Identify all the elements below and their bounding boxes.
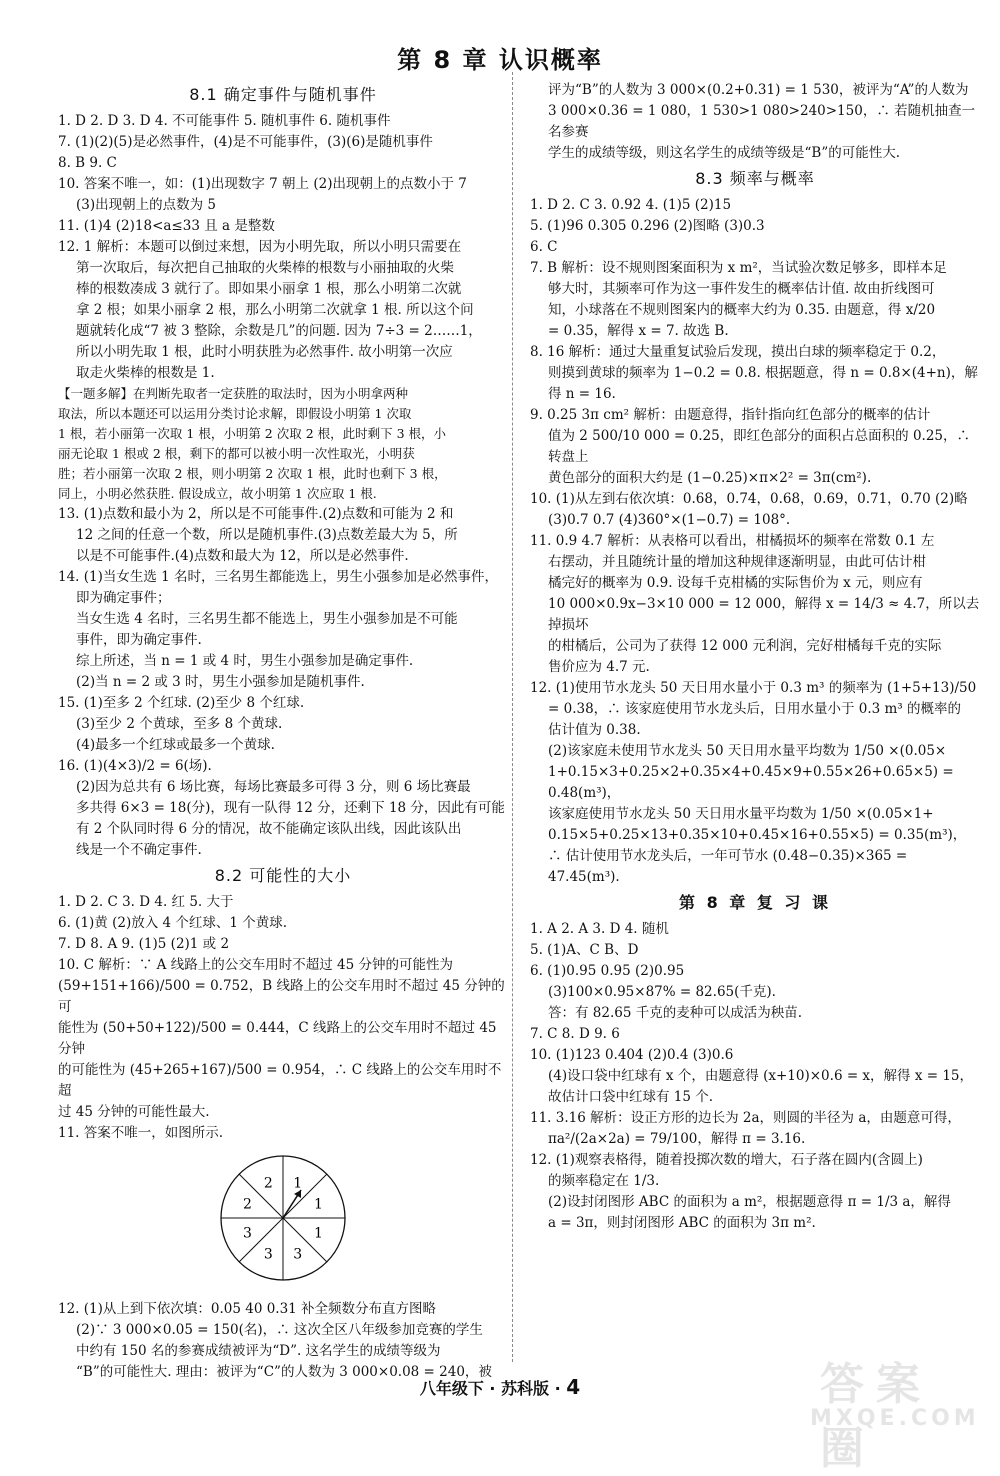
- extension-note: 胜；若小丽第一次取 2 根，则小明第 2 次取 1 根，此时也剩下 3 根，: [58, 466, 447, 481]
- answer-line: 12. 1 解析：本题可以倒过来想，因为小明先取，所以小明只需要在: [58, 239, 462, 255]
- section-heading: 8.1 确定事件与随机事件: [189, 85, 377, 104]
- answer-continuation: 答：有 82.65 千克的麦种可以成活为秧苗.: [548, 1005, 803, 1021]
- answer-line: 5. (1)A、C B、D: [530, 942, 639, 958]
- watermark-line1: 答案圈: [820, 1359, 932, 1474]
- answer-line: 12. (1)使用节水龙头 50 天日用水量小于 0.3 m³ 的频率为 (1+5+13)/50: [530, 680, 977, 696]
- answer-continuation: (3)至少 2 个黄球，至多 8 个黄球.: [76, 716, 283, 732]
- answer-continuation: 得 n = 16.: [548, 386, 616, 402]
- page-number: 4: [566, 1375, 581, 1399]
- extension-note: 丽无论取 1 根或 2 根，剩下的都可以被小明一次性取光，小明获: [58, 446, 415, 461]
- answer-line: 10. (1)从左到右依次填：0.68，0.74，0.68，0.69，0.71，0.70 (2)略: [530, 491, 968, 507]
- spinner-sector-label: 1: [314, 1225, 323, 1242]
- answer-continuation: “B”的可能性大. 理由：被评为“C”的人数为 3 000×0.08 = 240，被: [76, 1364, 492, 1380]
- answer-continuation: 棒的根数凑成 3 就行了。即如果小丽拿 1 根，那么小明第二次就: [76, 281, 462, 297]
- section-heading: 8.2 可能性的大小: [214, 866, 352, 885]
- answer-line: 6. (1)0.95 0.95 (2)0.95: [530, 963, 685, 979]
- right-column: [530, 80, 980, 1234]
- answer-line: 7. (1)(2)(5)是必然事件，(4)是不可能事件，(3)(6)是随机事件: [58, 134, 433, 150]
- answer-continuation: 线是一个不确定事件.: [76, 842, 202, 858]
- answer-continuation: 的柑橘后，公司为了获得 12 000 元利润，完好柑橘每千克的实际: [548, 638, 942, 654]
- answer-continuation: (4)最多一个红球或最多一个黄球.: [76, 737, 275, 753]
- answer-continuation: 10 000×0.9x−3×10 000 = 12 000，解得 x = 14/3 ≈ 4.7，所以去掉损坏: [548, 596, 980, 633]
- answer-continuation: 即为确定事件；: [76, 590, 171, 606]
- answer-continuation: 黄色部分的面积大约是 (1−0.25)×π×2² = 3π(cm²).: [548, 470, 872, 486]
- answer-line: 1. D 2. C 3. D 4. 红 5. 大于: [58, 894, 234, 910]
- answer-continuation: 12 之间的任意一个数，所以是随机事件.(3)点数差最大为 5，所: [76, 527, 458, 543]
- spinner-sector-label: 2: [243, 1196, 252, 1213]
- section-heading: 第 8 章 复 习 课: [679, 893, 831, 912]
- extension-note: 取法，所以本题还可以运用分类讨论求解，即假设小明第 1 次取: [58, 406, 412, 421]
- spinner-sector-label: 2: [263, 1175, 273, 1192]
- spinner-sector-label: 3: [243, 1225, 252, 1242]
- column-divider: [512, 72, 513, 1362]
- answer-line: 9. 0.25 3π cm² 解析：由题意得，指针指向红色部分的概率的估计: [530, 407, 931, 423]
- answer-line: 8. B 9. C: [58, 155, 117, 171]
- answer-line: 16. (1)(4×3)/2 = 6(场).: [58, 758, 212, 774]
- answer-line: 10. C 解析：∵ A 线路上的公交车用时不超过 45 分钟的可能性为: [58, 957, 453, 973]
- page-title: 第 8 章 认识概率: [397, 46, 603, 74]
- answer-line: 6. (1)黄 (2)放入 4 个红球、1 个黄球.: [58, 915, 288, 931]
- watermark-line2: MXQE.COM: [810, 1406, 980, 1431]
- answer-continuation: 右摆动，并且随统计量的增加这种规律逐渐明显，由此可估计柑: [548, 554, 926, 570]
- answer-continuation: 中约有 150 名的参赛成绩被评为“D”. 这名学生的成绩等级为: [76, 1343, 441, 1359]
- answer-continuation: (4)设口袋中红球有 x 个，由题意得 (x+10)×0.6 = x，解得 x = 15，: [548, 1068, 974, 1084]
- answer-line: 7. B 解析：设不规则图案面积为 x m²，当试验次数足够多，即样本足: [530, 260, 947, 276]
- answer-continuation: a = 3π，则封闭图形 ABC 的面积为 3π m².: [548, 1215, 816, 1231]
- answer-line: 5. (1)96 0.305 0.296 (2)图略 (3)0.3: [530, 218, 765, 234]
- answer-line: 15. (1)至多 2 个红球. (2)至少 8 个红球.: [58, 695, 305, 711]
- answer-continuation: 知，小球落在不规则图案内的概率大约为 0.35. 由题意，得 x/20: [548, 302, 936, 318]
- answer-continuation: (3)100×0.95×87% = 82.65(千克).: [548, 984, 776, 1000]
- spinner-sector-label: 1: [314, 1196, 323, 1213]
- answer-line: 1. D 2. C 3. 0.92 4. (1)5 (2)15: [530, 197, 732, 213]
- answer-line: 1. D 2. D 3. D 4. 不可能事件 5. 随机事件 6. 随机事件: [58, 113, 391, 129]
- extension-note: 【一题多解】在判断先取者一定获胜的取法时，因为小明拿两种: [58, 386, 409, 401]
- answer-continuation: (2)设封闭图形 ABC 的面积为 a m²，根据题意得 π = 1/3 a，解得: [548, 1194, 951, 1210]
- answer-line: 能性为 (50+50+122)/500 = 0.444，C 线路上的公交车用时不超过 45 分钟: [58, 1020, 497, 1057]
- answer-continuation: ∴ 估计使用节水龙头后，一年可节水 (0.48−0.35)×365 = 47.45(m³).: [548, 848, 908, 885]
- answer-continuation: 则摸到黄球的频率为 1−0.2 = 0.8. 根据题意，得 n = 0.8×(4+n)，解: [548, 365, 978, 381]
- answer-continuation: 有 2 个队同时得 6 分的情况，故不能确定该队出线，因此该队出: [76, 821, 462, 837]
- answer-continuation: 拿 2 根；如果小丽拿 2 根，那么小明第二次就拿 1 根. 所以这个问: [76, 302, 474, 318]
- spinner-sector-label: 1: [293, 1175, 303, 1192]
- answer-line: 12. (1)从上到下依次填：0.05 40 0.31 补全频数分布直方图略: [58, 1301, 437, 1317]
- answer-line: 11. 0.9 4.7 解析：从表格可以看出，柑橘损坏的频率在常数 0.1 左: [530, 533, 935, 549]
- answer-line: 7. C 8. D 9. 6: [530, 1026, 620, 1042]
- answer-continuation: 故估计口袋中红球有 15 个.: [548, 1089, 714, 1105]
- answer-continuation: 事件，即为确定事件.: [76, 632, 202, 648]
- answer-line: 13. (1)点数和最小为 2，所以是不可能事件.(2)点数和可能为 2 和: [58, 506, 454, 522]
- answer-continuation: (3)出现朝上的点数为 5: [76, 197, 217, 213]
- spinner-sector-label: 3: [293, 1246, 303, 1263]
- answer-line: 12. (1)观察表格得，随着投掷次数的增大，石子落在圆内(含圆上): [530, 1152, 923, 1168]
- answer-continuation: = 0.38，∴ 该家庭使用节水龙头后，日用水量小于 0.3 m³ 的概率的: [548, 701, 962, 717]
- section-heading: 8.3 频率与概率: [695, 169, 815, 188]
- extension-note: 1 根，若小丽第一次取 1 根，小明第 2 次取 2 根，此时剩下 3 根，小: [58, 426, 447, 441]
- answer-continuation: 学生的成绩等级，则这名学生的成绩等级是“B”的可能性大.: [548, 145, 901, 161]
- answer-continuation: 评为“B”的人数为 3 000×(0.2+0.31) = 1 530，被评为“A”的人数为: [548, 82, 969, 98]
- answer-line: 10. 答案不唯一，如：(1)出现数字 7 朝上 (2)出现朝上的点数小于 7: [58, 176, 467, 192]
- answer-continuation: (2)当 n = 2 或 3 时，男生小强参加是随机事件.: [76, 674, 365, 690]
- answer-line: 6. C: [530, 239, 558, 255]
- answer-line: 14. (1)当女生选 1 名时，三名男生都能选上，男生小强参加是必然事件，: [58, 569, 499, 585]
- answer-continuation: 3 000×0.36 = 1 080，1 530>1 080>240>150，∴ 若随机抽查一名参赛: [548, 103, 976, 140]
- answer-continuation: 以是不可能事件.(4)点数和最大为 12，所以是必然事件.: [76, 548, 409, 564]
- answer-continuation: 估计值为 0.38.: [548, 722, 641, 738]
- answer-line: 11. 答案不唯一，如图所示.: [58, 1125, 224, 1141]
- answer-continuation: 当女生选 4 名时，三名男生都不能选上，男生小强参加是不可能: [76, 611, 458, 627]
- answer-line: 8. 16 解析：通过大量重复试验后发现，摸出白球的频率稳定于 0.2，: [530, 344, 946, 360]
- answer-line: 11. 3.16 解析：设正方形的边长为 2a，则圆的半径为 a，由题意可得，: [530, 1110, 961, 1126]
- answer-continuation: 综上所述，当 n = 1 或 4 时，男生小强参加是确定事件.: [76, 653, 414, 669]
- answer-continuation: (2)该家庭未使用节水龙头 50 天日用水量平均数为 1/50 ×(0.05×: [548, 743, 947, 759]
- answer-line: (59+151+166)/500 = 0.752，B 线路上的公交车用时不超过 45 分钟的可: [58, 978, 505, 1015]
- answer-continuation: (2)因为总共有 6 场比赛，每场比赛最多可得 3 分，则 6 场比赛最: [76, 779, 471, 795]
- answer-continuation: 该家庭使用节水龙头 50 天日用水量平均数为 1/50 ×(0.05×1+: [548, 806, 934, 822]
- footer-text: 八年级下 · 苏科版 ·: [419, 1379, 567, 1398]
- answer-continuation: = 0.35，解得 x = 7. 故选 B.: [548, 323, 729, 339]
- spinner-sector-label: 3: [263, 1246, 273, 1263]
- answer-continuation: 所以小明先取 1 根，此时小明获胜为必然事件. 故小明第一次应: [76, 344, 453, 360]
- answer-continuation: 售价应为 4.7 元.: [548, 659, 650, 675]
- answer-continuation: (2)∵ 3 000×0.05 = 150(名)，∴ 这次全区八年级参加竞赛的学生: [76, 1322, 483, 1338]
- answer-continuation: 值为 2 500/10 000 = 0.25，即红色部分的面积占总面积的 0.25，∴ 转盘上: [548, 428, 971, 465]
- answer-continuation: (3)0.7 0.7 (4)360°×(1−0.7) = 108°.: [548, 512, 791, 528]
- answer-continuation: 1+0.15×3+0.25×2+0.35×4+0.45×9+0.55×26+0.65×5) = 0.48(m³)，: [548, 764, 954, 801]
- answer-continuation: 取走火柴棒的根数是 1.: [76, 365, 215, 381]
- answer-line: 11. (1)4 (2)18<a≤33 且 a 是整数: [58, 218, 275, 234]
- answer-line: 的可能性为 (45+265+167)/500 = 0.954，∴ C 线路上的公交车用时不超: [58, 1062, 502, 1099]
- answer-line: 过 45 分钟的可能性最大.: [58, 1104, 210, 1120]
- spinner-svg: [208, 1148, 358, 1288]
- answer-continuation: 的频率稳定在 1/3.: [548, 1173, 660, 1189]
- answer-line: 1. A 2. A 3. D 4. 随机: [530, 921, 669, 937]
- left-column: [58, 80, 508, 1383]
- spinner-diagram: [58, 1148, 508, 1295]
- answer-line: 7. D 8. A 9. (1)5 (2)1 或 2: [58, 936, 230, 952]
- answer-continuation: πa²/(2a×2a) = 79/100，解得 π = 3.16.: [548, 1131, 806, 1147]
- answer-continuation: 橘完好的概率为 0.9. 设每千克柑橘的实际售价为 x 元，则应有: [548, 575, 923, 591]
- site-watermark: [810, 1340, 980, 1474]
- answer-continuation: 够大时，其频率可作为这一事件发生的概率估计值. 故由折线图可: [548, 281, 935, 297]
- answer-continuation: 题就转化成“7 被 3 整除，余数是几”的问题. 因为 7÷3 = 2……1，: [76, 323, 482, 339]
- answer-continuation: 第一次取后，每次把自己抽取的火柴棒的根数与小丽抽取的火柴: [76, 260, 454, 276]
- extension-note: 同上，小明必然获胜. 假设成立，故小明第 1 次应取 1 根.: [58, 486, 377, 501]
- answer-continuation: 多共得 6×3 = 18(分)，现有一队得 12 分，还剩下 18 分，因此有可能: [76, 800, 505, 816]
- answer-continuation: 0.15×5+0.25×13+0.35×10+0.45×16+0.55×5) = 0.35(m³)，: [548, 827, 967, 843]
- answer-line: 10. (1)123 0.404 (2)0.4 (3)0.6: [530, 1047, 734, 1063]
